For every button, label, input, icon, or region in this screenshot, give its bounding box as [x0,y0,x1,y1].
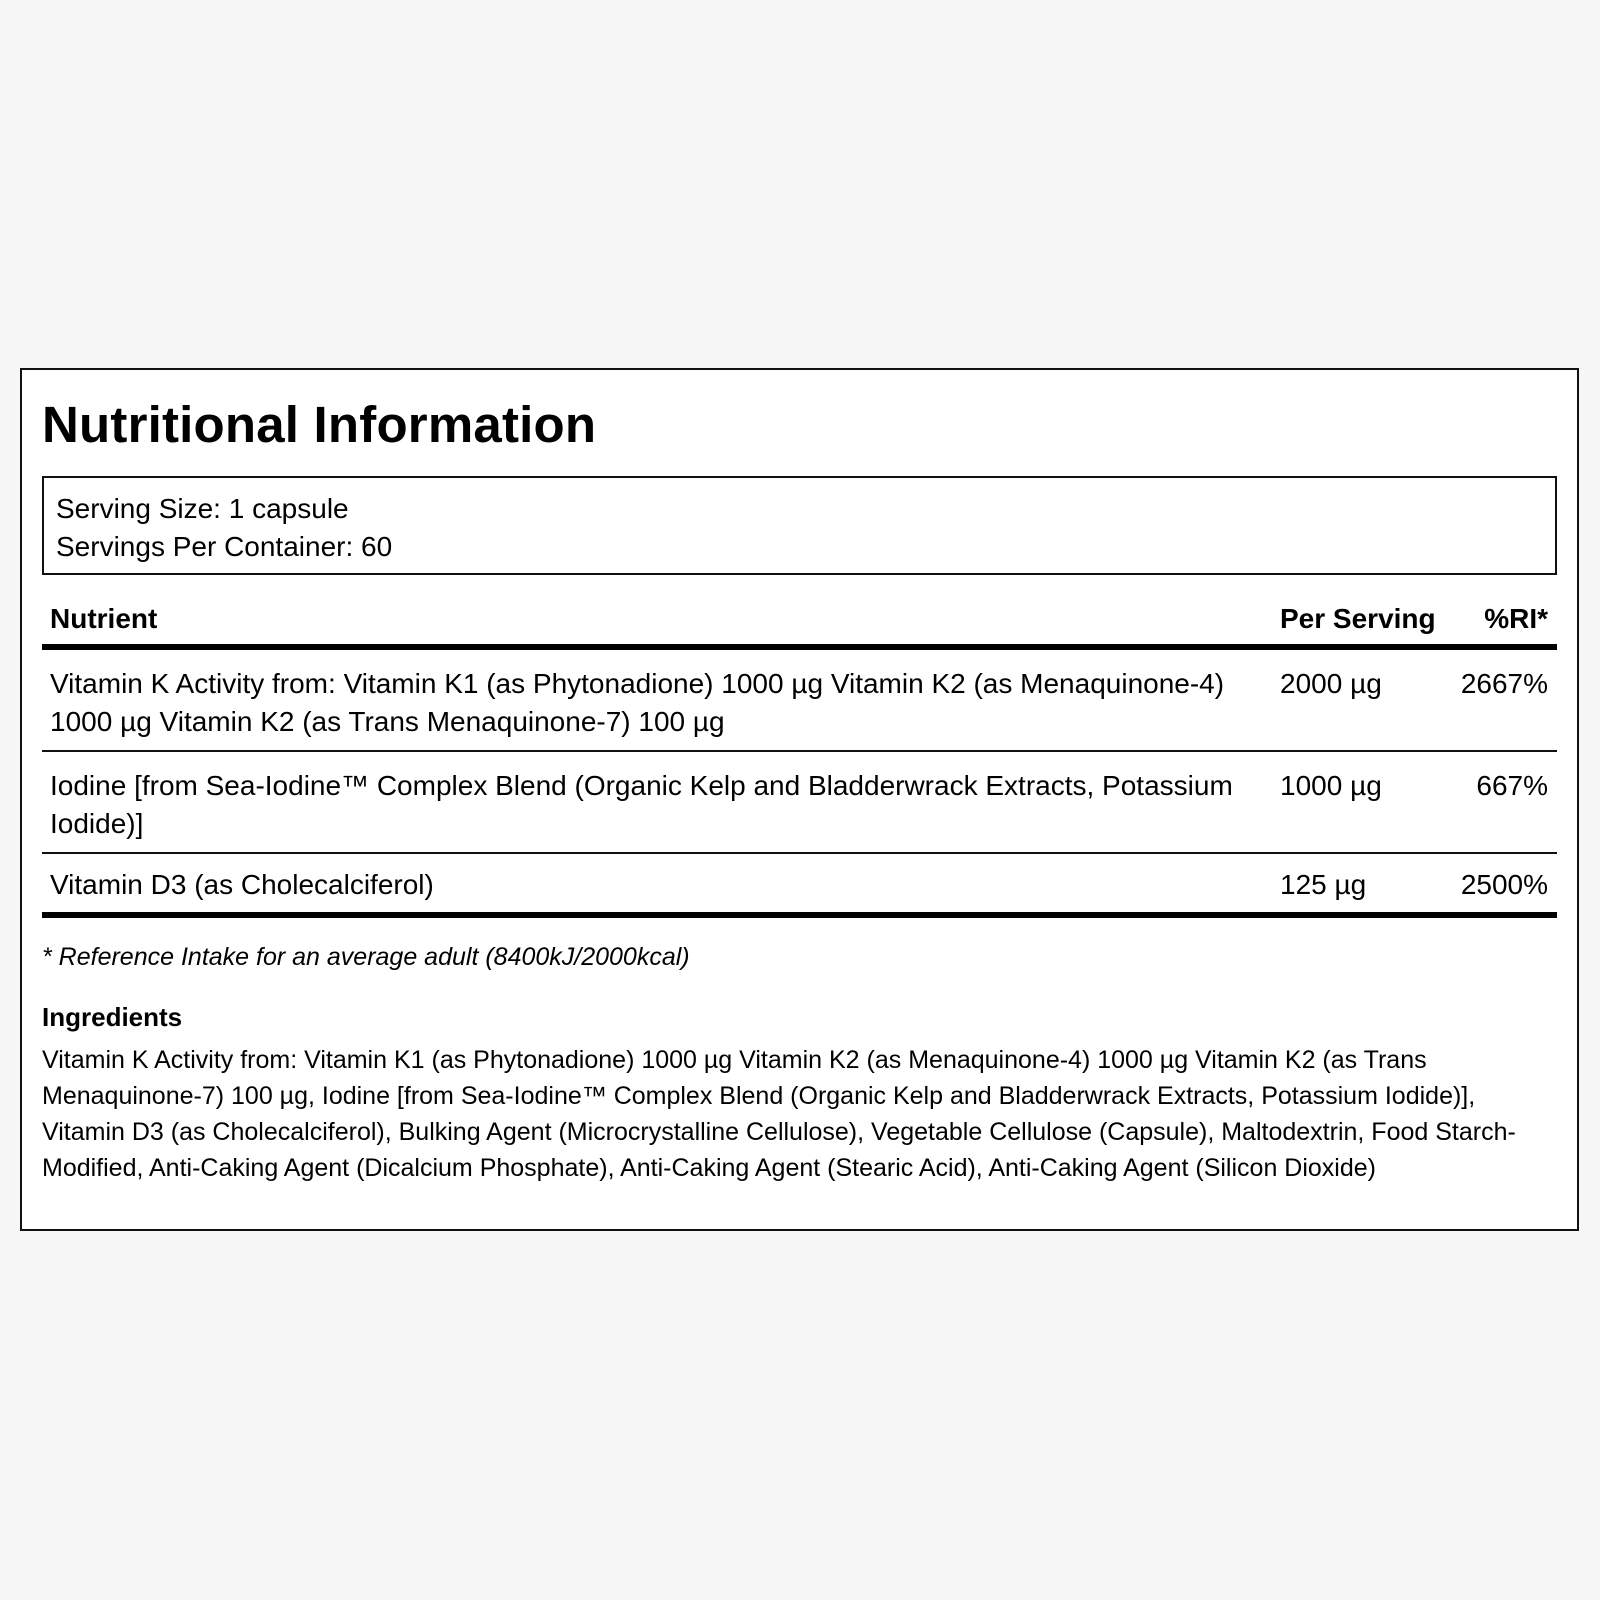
nutrient-ri: 2500% [1460,869,1548,900]
header-ri: %RI* [1484,603,1548,634]
nutrient-per-serving: 1000 µg [1280,770,1382,801]
servings-per-container: Servings Per Container: 60 [56,531,393,562]
nutrient-table [42,599,1557,918]
nutrient-ri: 2667% [1460,668,1548,699]
table-row [42,650,1557,752]
serving-size: Serving Size: 1 capsule [56,493,349,524]
table-row [42,854,1557,918]
serving-info-box [42,476,1557,575]
ingredients-text: Vitamin K Activity from: Vitamin K1 (as Phytonadione) 1000 µg Vitamin K2 (as Menaquinone-4) 1000 µg Vitamin K2 (as Trans Menaquinone-7) 100 µg, Iodine [from Sea-Iodine™ Complex Blend (Organic Kelp and Bladderwrack Extracts, Potassium Iodide)], Vitamin D3 (as Cholecalciferol), Bulking Agent (Microcrystalline Cellulose), Vegetable Cellulose (Capsule), Maltodextrin, Food Starch-Modified, Anti-Caking Agent (Dicalcium Phosphate), Anti-Caking Agent (Stearic Acid), Anti-Caking Agent (Silicon Dioxide) [42,1046,1516,1182]
ingredients-heading: Ingredients [42,1002,183,1032]
reference-intake-footnote: * Reference Intake for an average adult (8400kJ/2000kcal) [42,943,690,971]
nutrition-label-panel [20,368,1579,1231]
table-header-row [42,599,1557,650]
nutrient-name: Vitamin K Activity from: Vitamin K1 (as Phytonadione) 1000 µg Vitamin K2 (as Menaquinone-4) 1000 µg Vitamin K2 (as Trans Menaquinone-7) 100 µg [50,668,1225,737]
header-nutrient: Nutrient [50,603,158,634]
table-row [42,752,1557,854]
nutrient-per-serving: 2000 µg [1280,668,1382,699]
header-per-serving: Per Serving [1280,603,1436,634]
page-title: Nutritional Information [42,396,597,453]
nutrient-name: Iodine [from Sea-Iodine™ Complex Blend (Organic Kelp and Bladderwrack Extracts, Potassium Iodide)] [50,770,1233,839]
nutrient-name: Vitamin D3 (as Cholecalciferol) [50,869,434,900]
nutrient-ri: 667% [1476,770,1548,801]
nutrient-per-serving: 125 µg [1280,869,1367,900]
